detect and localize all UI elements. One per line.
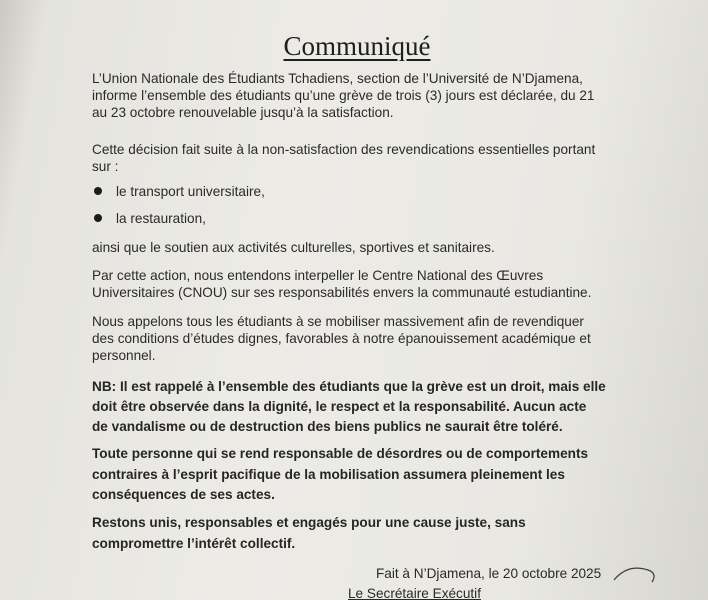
- para6-line1: Toute personne qui se rend responsable de désordres ou de comportements: [92, 446, 589, 461]
- signature-stroke-icon: [610, 560, 660, 600]
- para7-line1: Restons unis, responsables et engagés pour une cause juste, sans: [92, 515, 526, 530]
- para2-line2: sur :: [92, 159, 119, 174]
- bullet-icon: [94, 214, 102, 222]
- document-title: Communiqué: [283, 31, 431, 61]
- nb-line1: NB: Il est rappelé à l’ensemble des étudiants que la grève est un droit, mais elle: [92, 379, 606, 394]
- bullet-text: le transport universitaire,: [116, 184, 265, 199]
- para5-line2: des conditions d’études dignes, favorables à notre épanouissement académique et: [92, 331, 591, 346]
- para1-line3: au 23 octobre renouvelable jusqu’à la satisfaction.: [92, 105, 394, 120]
- para2-line1: Cette décision fait suite à la non-satisfaction des revendications essentielles portant: [92, 142, 596, 157]
- para6-line2: contraires à l’esprit pacifique de la mobilisation assumera pleinement les: [92, 467, 565, 482]
- para4-line1: Par cette action, nous entendons interpeller le Centre National des Œuvres: [92, 268, 544, 283]
- para4-line2: Universitaires (CNOU) sur ses responsabilités envers la communauté estudiantine.: [92, 285, 592, 300]
- para5-line1: Nous appelons tous les étudiants à se mobiliser massivement afin de revendiquer: [92, 314, 584, 329]
- signatory-title: Le Secrétaire Exécutif: [348, 586, 481, 600]
- para3-line1: ainsi que le soutien aux activités culturelles, sportives et sanitaires.: [92, 240, 495, 255]
- para7-line2: compromettre l’intérêt collectif.: [92, 536, 296, 551]
- nb-line2: doit être observée dans la dignité, le respect et la responsabilité. Aucun acte: [92, 399, 587, 414]
- bullet-icon: [94, 187, 102, 195]
- nb-line3: de vandalisme ou de destruction des biens publics ne saurait être toléré.: [92, 419, 563, 434]
- para6-line3: conséquences de ses actes.: [92, 487, 275, 502]
- bullet-text: la restauration,: [116, 211, 206, 226]
- place-date: Fait à N’Djamena, le 20 octobre 2025: [376, 566, 602, 581]
- para1-line1: L’Union Nationale des Étudiants Tchadiens, section de l’Université de N’Djamena,: [92, 71, 583, 86]
- para5-line3: personnel.: [92, 348, 156, 363]
- para1-line2: informe l’ensemble des étudiants qu’une grève de trois (3) jours est déclarée, du 21: [92, 88, 595, 103]
